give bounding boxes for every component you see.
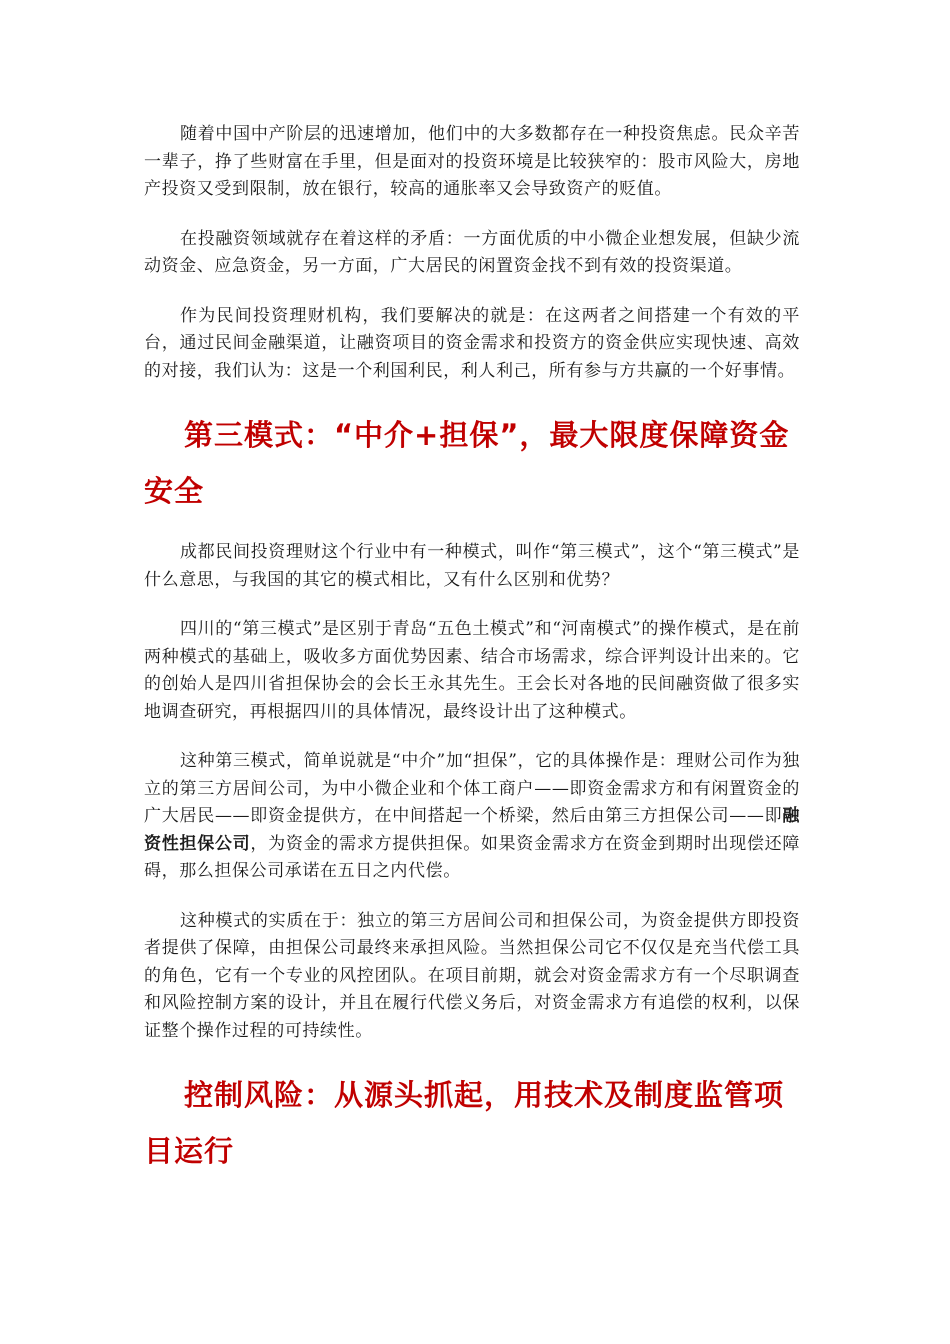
document-page [144, 121, 800, 1199]
paragraph-third-mode-question: 成都民间投资理财这个行业中有一种模式，叫作“第三模式”，这个“第三模式”是什么意思，与我国的其它的模式相比，又有什么区别和优势？ [144, 542, 800, 590]
paragraph-financing-contradiction: 在投融资领域就存在着这样的矛盾：一方面优质的中小微企业想发展，但缺少流动资金、应急资金，另一方面，广大居民的闲置资金找不到有效的投资渠道。 [144, 228, 800, 276]
operation-text-bold: 融资性担保公司 [144, 806, 800, 854]
paragraph-platform-mission: 作为民间投资理财机构，我们要解决的就是：在这两者之间搭建一个有效的平台，通过民间金融渠道，让融资项目的资金需求和投资方的资金供应实现快速、高效的对接，我们认为：这是一个利国利民，利人利己，所有参与方共赢的一个好事情。 [144, 305, 800, 381]
operation-text-before: 这种第三模式，简单说就是“中介”加“担保”，它的具体操作是：理财公司作为独立的第三方居间公司，为中小微企业和个体工商户——即资金需求方和有闲置资金的广大居民——即资金提供方，在中间搭起一个桥梁，然后由第三方担保公司——即 [144, 751, 800, 826]
paragraph-investment-anxiety: 随着中国中产阶层的迅速增加，他们中的大多数都存在一种投资焦虑。民众辛苦一辈子，挣了些财富在手里，但是面对的投资环境是比较狭窄的：股市风险大，房地产投资又受到限制，放在银行，较高的通胀率又会导致资产的贬值。 [144, 124, 800, 199]
section-heading-risk-control: 控制风险：从源头抓起，用技术及制度监管项目运行 [144, 1078, 785, 1168]
operation-text-after: ，为资金的需求方提供担保。如果资金需求方在资金到期时出现偿还障碍，那么担保公司承诺在五日之内代偿。 [144, 833, 800, 881]
section-heading-third-mode: 第三模式：“中介+担保”，最大限度保障资金安全 [144, 418, 790, 508]
paragraph-mode-essence: 这种模式的实质在于：独立的第三方居间公司和担保公司，为资金提供方即投资者提供了保障，由担保公司最终来承担风险。当然担保公司它不仅仅是充当代偿工具的角色，它有一个专业的风控团队。在项目前期，就会对资金需求方有一个尽职调查和风险控制方案的设计，并且在履行代偿义务后，对资金需求方有追偿的权利，以保证整个操作过程的可持续性。 [144, 910, 800, 1041]
paragraph-third-mode-operation [144, 748, 800, 886]
paragraph-third-mode-origin: 四川的“第三模式”是区别于青岛“五色土模式”和“河南模式”的操作模式，是在前两种模式的基础上，吸收多方面优势因素、结合市场需求，综合评判设计出来的。它的创始人是四川省担保协会的会长王永其先生。王会长对各地的民间融资做了很多实地调查研究，再根据四川的具体情况，最终设计出了这种模式。 [144, 619, 800, 722]
